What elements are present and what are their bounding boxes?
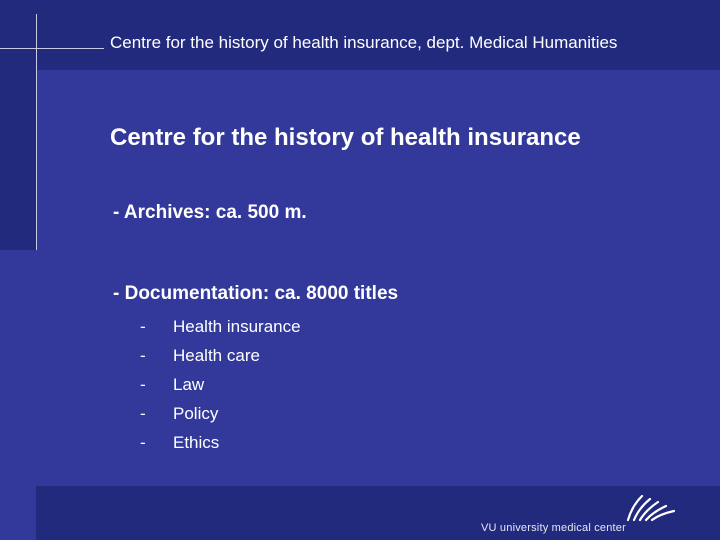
vertical-divider xyxy=(36,14,37,250)
list-item-label: Policy xyxy=(173,404,219,423)
slide-heading: Centre for the history of health insurance xyxy=(110,124,581,151)
list-item: - Health insurance xyxy=(140,317,301,336)
list-item-label: Health care xyxy=(173,346,260,365)
list-item: - Health care xyxy=(140,346,260,365)
footer-band xyxy=(36,486,720,540)
list-item-label: Law xyxy=(173,375,205,394)
header-divider xyxy=(0,48,104,49)
list-item: - Law xyxy=(140,375,205,394)
list-item-label: Ethics xyxy=(173,433,220,452)
list-item-label: Health insurance xyxy=(173,317,301,336)
bullet-archives: - Archives: ca. 500 m. xyxy=(113,202,307,223)
list-item: - Policy xyxy=(140,404,219,423)
header-title: Centre for the history of health insurance, dept. Medical Humanities xyxy=(110,33,618,52)
footer-org-text: VU university medical center xyxy=(481,522,626,534)
left-accent-band xyxy=(0,70,36,250)
documentation-topics-list xyxy=(140,317,301,462)
bullet-documentation: - Documentation: ca. 8000 titles xyxy=(113,283,399,304)
vu-medical-logo-icon xyxy=(622,492,682,522)
list-item: - Ethics xyxy=(140,433,220,452)
